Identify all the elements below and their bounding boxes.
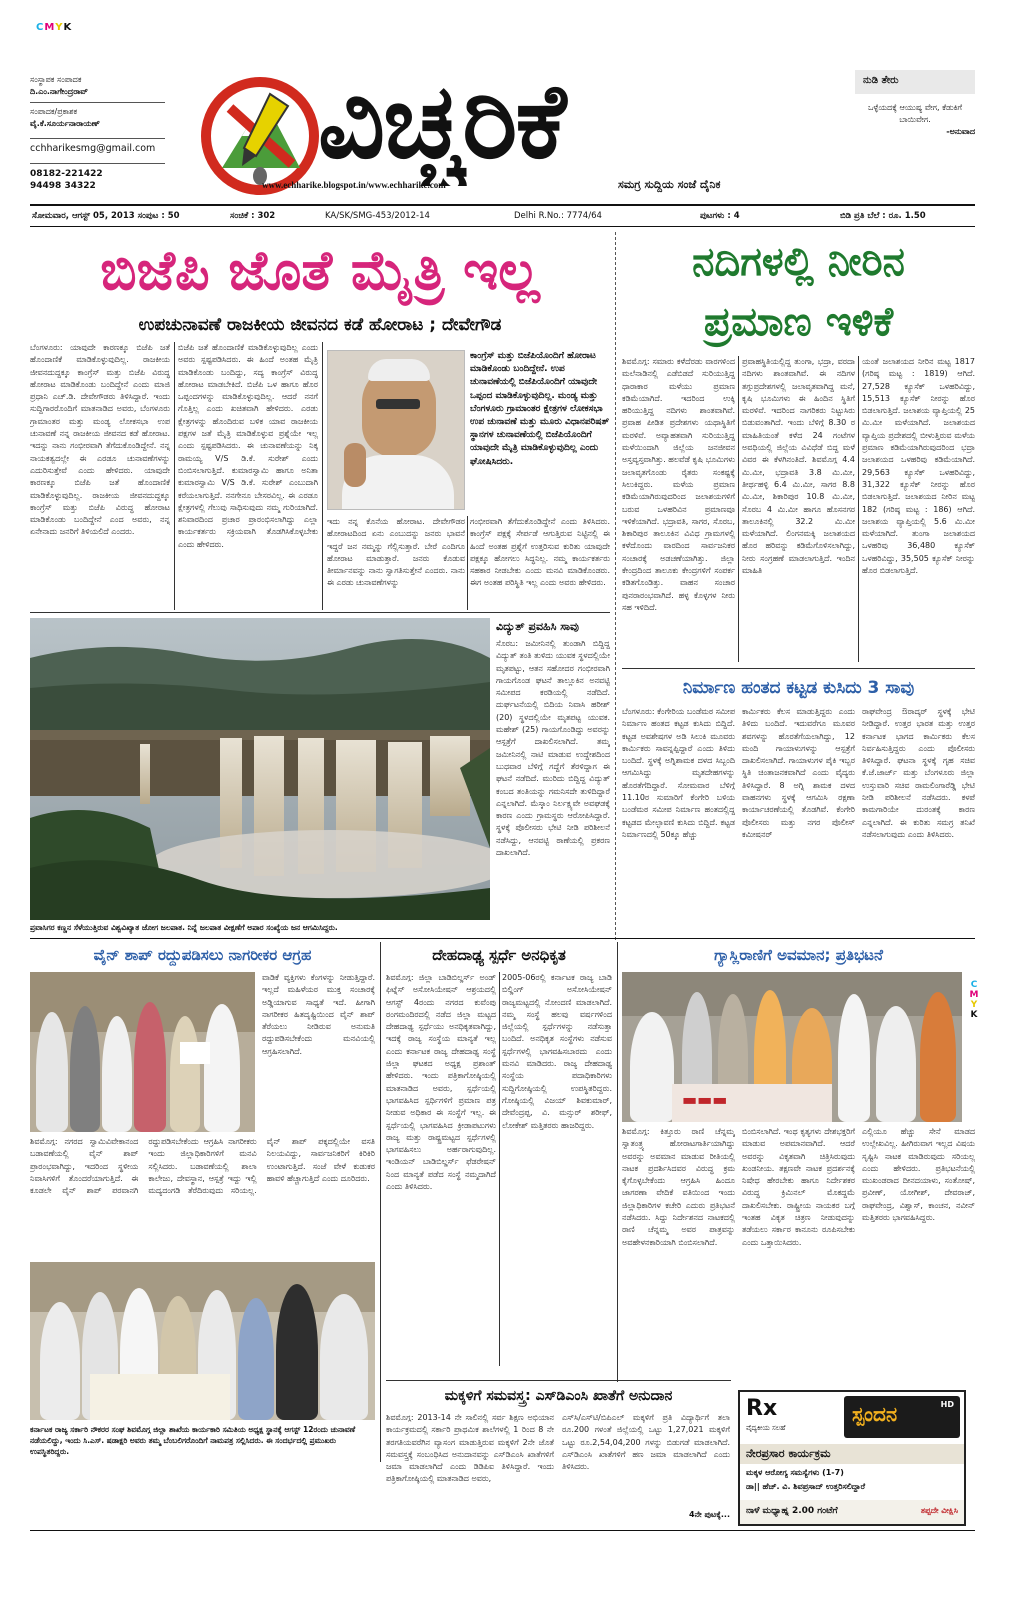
masthead-title: ವಿಚ್ಚರಿಕೆ: [318, 60, 565, 182]
credit-editor-name: ವೈ.ಕೆ.ಸೂರ್ಯನಾರಾಯಣ್: [30, 119, 100, 128]
employees-nomination-caption: ಕರ್ನಾಟಕ ರಾಜ್ಯ ಸರ್ಕಾರಿ ನೌಕರರ ಸಂಘ ಶಿವಮೊಗ್ಗ ಜಿಲ್ಲಾ ಶಾಖೆಯ ಕಾರ್ಯಕಾರಿ ಸಮಿತಿಯ ಅಧ್ಯಕ್ಷ ಸ್ಥಾನಕ್ಕೆ ಆಗಸ್ಟ್ 12ರಂದು ಚುನಾವಣೆ ನಡೆಯಲಿದ್ದು, ಇಂದು ಸಿ.ಎಸ್. ಷಡಾಕ್ಷರಿ ಅವರು ತಮ್ಮ ಬೆಂಬಲಿಗರೊಂದಿಗೆ ನಾಮಪತ್ರ ಸಲ್ಲಿಸಿದರು. ಈ ಸಂದರ್ಭದಲ್ಲಿ ಪ್ರಮುಖರು ಉಪಸ್ಥಿತರಿದ್ದರು.: [30, 1425, 356, 1456]
story1-divider-1: [174, 342, 175, 610]
story2-divider-1: [738, 356, 739, 662]
cmyk-side-m: M: [969, 990, 979, 1000]
lower-divider-2: [617, 942, 618, 1382]
story6-col1: ಶಿವಮೊಗ್ಗ: ಜಿಲ್ಲಾ ಬಾಡಿಬಿಲ್ಡರ್ಸ್ ಅಂಡ್ ಫಿಟ್ನೆಸ್ ಅಸೋಸಿಯೇಷನ್ ಆಶ್ರಯದಲ್ಲಿ ಆಗಸ್ಟ್ 4ರಂದು ನಗರದ ಕುವೆಂಪು ರಂಗಮಂದಿರದಲ್ಲಿ ನಡೆದ ಜಿಲ್ಲಾ ಮಟ್ಟದ ದೇಹದಾಢ್ಯ ಸ್ಪರ್ಧೆಯು ಅನಧಿಕೃತವಾಗಿದ್ದು, ಇದಕ್ಕೆ ರಾಜ್ಯ ಸಂಸ್ಥೆಯ ಮಾನ್ಯತೆ ಇಲ್ಲ ಎಂದು ಕರ್ನಾಟಕ ರಾಜ್ಯ ದೇಹದಾಢ್ಯ ಸಂಸ್ಥೆ ಜಿಲ್ಲಾ ಘಟಕದ ಅಧ್ಯಕ್ಷ ಪ್ರಶಾಂತ್ ಹೇಳಿದರು. ಇಂದು ಪತ್ರಿಕಾಗೋಷ್ಠಿಯಲ್ಲಿ ಮಾತನಾಡಿದ ಅವರು, ಸ್ಪರ್ಧೆಯಲ್ಲಿ ಭಾಗವಹಿಸಿದ ಸ್ಪರ್ಧಿಗಳಿಗೆ ಪ್ರಮಾಣ ಪತ್ರ ನೀಡುವ ಅಧಿಕಾರ ಈ ಸಂಸ್ಥೆಗೆ ಇಲ್ಲ. ಈ ಸ್ಪರ್ಧೆಯಲ್ಲಿ ಭಾಗವಹಿಸಿದ ಕ್ರೀಡಾಪಟುಗಳು ರಾಜ್ಯ ಮತ್ತು ರಾಷ್ಟ್ರಮಟ್ಟದ ಸ್ಪರ್ಧೆಗಳಲ್ಲಿ ಭಾಗವಹಿಸಲು ಅರ್ಹರಾಗುವುದಿಲ್ಲ. ಇಂಡಿಯನ್ ಬಾಡಿಬಿಲ್ಡರ್ಸ್ ಫೆಡರೇಷನ್ ನಿಂದ ಮಾನ್ಯತೆ ಪಡೆದ ಸಂಸ್ಥೆ ನಮ್ಮದಾಗಿದೆ ಎಂದು ತಿಳಿಸಿದರು.: [386, 973, 496, 1192]
nudi-label: ನುಡಿ ತೇರು: [855, 70, 975, 94]
employees-nomination-photo: [30, 1262, 375, 1420]
dateline-bottom-rule: [30, 226, 975, 227]
ad-program-title: ನೇರಪ್ರಸಾರ ಕಾರ್ಯಕ್ರಮ: [740, 1444, 964, 1464]
masthead-credits: [30, 74, 165, 192]
cmyk-k: K: [63, 22, 73, 33]
cmyk-side-k: K: [970, 1010, 978, 1020]
cmyk-mark: [36, 22, 72, 33]
story2-headline-line2: ಪ್ರಮಾಣ ಇಳಿಕೆ: [703, 299, 894, 345]
story6-col2: 2005-06ರಲ್ಲಿ ಕರ್ನಾಟಕ ರಾಜ್ಯ ಬಾಡಿ ಬಿಲ್ಡಿಂಗ್ ಅಸೋಸಿಯೇಷನ್ ರಾಜ್ಯಮಟ್ಟದಲ್ಲಿ ನೋಂದಣಿ ಮಾಡಲಾಗಿದೆ. ನಮ್ಮ ಸಂಸ್ಥೆ ಹಲವು ವರ್ಷಗಳಿಂದ ಜಿಲ್ಲೆಯಲ್ಲಿ ಸ್ಪರ್ಧೆಗಳನ್ನು ನಡೆಸುತ್ತಾ ಬಂದಿದೆ. ಅನಧಿಕೃತ ಸಂಸ್ಥೆಗಳು ನಡೆಸುವ ಸ್ಪರ್ಧೆಗಳಲ್ಲಿ ಭಾಗವಹಿಸಬಾರದು ಎಂದು ಮನವಿ ಮಾಡಿದರು. ರಾಜ್ಯ ದೇಹದಾಢ್ಯ ಸಂಸ್ಥೆಯ ಪದಾಧಿಕಾರಿಗಳು ಸುದ್ದಿಗೋಷ್ಠಿಯಲ್ಲಿ ಉಪಸ್ಥಿತರಿದ್ದರು. ಗೋಷ್ಠಿಯಲ್ಲಿ ವಿಜಯ್ ಶಿವಕುಮಾರ್, ದೇವೆಂದ್ರಪ್ಪ, ವಿ. ಮನ್ಸುರ್ ಶರೀಫ್, ಲೋಕೇಶ್ ಮತ್ತಿತರರು ಹಾಜರಿದ್ದರು.: [502, 973, 612, 1130]
story8-headline: ಮಕ್ಕಳಿಗೆ ಸಮವಸ್ತ್ರ: ಎಸ್‌ಡಿಎಂಸಿ ಖಾತೆಗೆ ಅನುದಾನ: [444, 1388, 673, 1404]
ad-brand: ಸ್ಪಂದನ: [852, 1402, 898, 1426]
masthead-logo: [200, 76, 320, 196]
story1-col2: ಬಿಜೆಪಿ ಜತೆ ಹೊಂದಾಣಿಕೆ ಮಾಡಿಕೊಳ್ಳುವುದಿಲ್ಲ ಎಂದು ಅವರು ಸ್ಪಷ್ಟಪಡಿಸಿದರು. ಈ ಹಿಂದೆ ಅಂತಹ ಮೈತ್ರಿ ಮಾಡಿಕೊಂಡು ಬಂದಿದ್ದು, ಸದ್ಯ ಕಾಂಗ್ರೆಸ್ ವಿರುದ್ಧ ಹೋರಾಟ ಮಾಡಬೇಕಿದೆ. ಬಿಜೆಪಿ ಒಳ ಹಾಗೂ ಹೊರ ಒಪ್ಪಂದಗಳನ್ನು ಮಾಡಿಕೊಳ್ಳುವುದಿಲ್ಲ. ಆದರೆ ನನಗೆ ಗೊತ್ತಿಲ್ಲ ಎಂದು ಖಚಿತವಾಗಿ ಹೇಳಿದರು. ಎರಡು ಕ್ಷೇತ್ರಗಳನ್ನು ಹೊಂದಿರುವ ಬಳಿಕ ಯಾವ ರಾಜಕೀಯ ಪಕ್ಷಗಳ ಜತೆ ಮೈತ್ರಿ ಮಾಡಿಕೊಳ್ಳುವ ಪ್ರಶ್ನೆಯೇ ಇಲ್ಲ ಎಂದು ಸ್ಪಷ್ಟಪಡಿಸಿದರು. ಈ ಚುನಾವಣೆಯನ್ನು ನಿಕ್ಕ ರಾಮಯ್ಯ V/S ಡಿ.ಕೆ. ಸುರೇಶ್ ಎಂದು ಬಿಂಬಿಸಲಾಗುತ್ತಿದೆ. ಕುಮಾರಸ್ವಾಮಿ ಹಾಗೂ ಅನಿತಾ ಕುಮಾರಸ್ವಾಮಿ V/S ಡಿ.ಕೆ. ಸುರೇಶ್ ಎಂಬುದಾಗಿ ಕರೆಯಲಾಗುತ್ತಿದೆ. ನನಗೇನೂ ಬೇಸರವಿಲ್ಲ. ಈ ಎರಡೂ ಕ್ಷೇತ್ರಗಳಲ್ಲಿ ಗೆಲುವು ಸಾಧಿಸುವುದು ನಮ್ಮ ಗುರಿಯಾಗಿದೆ. ಶನಿವಾರದಿಂದ ಪ್ರಚಾರ ಪ್ರಾರಂಭಿಸಲಾಗಿದ್ದು ಎಲ್ಲಾ ಕಾರ್ಯಕರ್ತರು ಸಕ್ರಿಯವಾಗಿ ತೊಡಗಿಸಿಕೊಳ್ಳಬೇಕು ಎಂದು ಹೇಳಿದರು.: [178, 343, 318, 549]
story5-headline: ವೈನ್ ಶಾಪ್ ರದ್ದುಪಡಿಸಲು ನಾಗರೀಕರ ಆಗ್ರಹ: [93, 946, 312, 964]
story8-continued: 4ನೇ ಪುಟಕ್ಕೆ...: [689, 1510, 730, 1519]
story8-top-rule: [386, 1380, 731, 1381]
nudi-quote-author: -ಅನುವಾದ: [946, 127, 975, 136]
cmyk-side-mark: [968, 980, 980, 1020]
contact-phone-1: 08182-221422: [30, 163, 165, 180]
story1-divider-2: [322, 342, 323, 610]
story7-col3: ಎಲ್ಲಿಯೂ ಹೆಚ್ಚು ಸೇನೆ ಮಾಡದ ಉಲ್ಲೇಖವಿಲ್ಲ. ಹೀಗಿರುವಾಗ ಇಲ್ಲದ ವಿಷಯ ಸೃಷ್ಟಿಸಿ ನಾಟಕ ಮಾಡಿರುವುದು ಸರಿಯಲ್ಲ ಎಂದು ಹೇಳಿದರು. ಪ್ರತಿಭಟನೆಯಲ್ಲಿ ಮುಖಂಡರಾದ ದೀನದಯಾಳು, ಸಂತೋಷ್, ಪ್ರವೀಣ್, ಯೋಗೀಶ್, ದೇವರಾಜ್, ರಾಘವೇಂದ್ರ, ವಿಶ್ವಾಸ್, ಕಾಂಚನ, ನವೀನ್ ಮತ್ತಿತರರು ಭಾಗವಹಿಸಿದ್ದರು.: [862, 1127, 975, 1223]
story3-headline: ವಿದ್ಯುತ್ ಪ್ರವಹಿಸಿ ಸಾವು: [496, 620, 579, 633]
story7-headline: ಗ್ಯಾಸ್ಲಿರಾಣಿಗೆ ಅವಮಾನ; ಪ್ರತಿಭಟನೆ: [714, 946, 883, 964]
spandana-ad: [738, 1390, 966, 1526]
story1-col3: ಇದು ನನ್ನ ಕೊನೆಯ ಹೋರಾಟ. ದೇವೇಗೌಡರ ಹೋರಾಟದಿಂದ ಏನು ಎಂಬುದನ್ನು ಜನರು ಭಾವನೆ ಇದ್ದರೆ ಜನ ನಮ್ಮನ್ನು ಗೆಲ್ಲಿಸುತ್ತಾರೆ. ಬೇರೆ ಎಂದಿಗೂ ಹೋರಾಟ ಮಾಡುತ್ತಾರೆ. ಜನರು ಕೊಡುವ ತೀರ್ಮಾನವನ್ನು ನಾನು ಸ್ವಾಗತಿಸುತ್ತೇನೆ ಎಂದರು. ನಾನು ಈ ಎರಡು ಚುನಾವಣೆಗಳನ್ನು: [327, 517, 465, 588]
dateline-pages: ಪುಟಗಳು : 4: [700, 211, 740, 221]
ad-doctor: ಡಾ|| ಹೆಚ್. ವಿ. ಶಿವಪ್ರಸಾದ್ ಉತ್ತರಿಸಲಿದ್ದಾರೆ: [746, 1482, 866, 1491]
contact-email: cchharikesmg@gmail.com: [30, 138, 165, 155]
cmyk-c: C: [36, 22, 45, 33]
dateline-price: ಬಿಡಿ ಪ್ರತಿ ಬೆಲೆ : ರೂ. 1.50: [840, 211, 926, 221]
ad-rx-logo: Rx: [746, 1396, 778, 1421]
story4-col1: ಬೆಂಗಳೂರು: ಕೆಂಗೇರಿಯ ಬಂಡೆಮಠ ಸಮೀಪ ನಿರ್ಮಾಣ ಹಂತದ ಕಟ್ಟಡ ಕುಸಿದು ಬಿದ್ದಿದೆ. ಕಟ್ಟಡ ಅವಶೇಷಗಳ ಅಡಿ ಸಿಲುಕಿ ಮೂವರು ಕಾರ್ಮಿಕರು ಸಾವನ್ನಪ್ಪಿದ್ದಾರೆ ಎಂದು ತಿಳಿದು ಬಂದಿದೆ. ಸ್ಥಳಕ್ಕೆ ಅಗ್ನಿಶಾಮಕ ದಳದ ಸಿಬ್ಬಂದಿ ಆಗಮಿಸಿದ್ದು ಮೃತದೇಹಗಳನ್ನು ಹೊರತೆಗೆದಿದ್ದಾರೆ. ಸೋಮವಾರ ಬೆಳಿಗ್ಗೆ 11.10ರ ಸುಮಾರಿಗೆ ಕೆಂಗೇರಿ ಬಳಿಯ ಬಂಡೆಮಠ ಸಮೀಪ ನಿರ್ಮಾಣ ಹಂತದಲ್ಲಿದ್ದ ಕಟ್ಟಡದ ಮೇಲ್ಛಾವಣಿ ಕುಸಿದು ಬಿದ್ದಿದೆ. ಕಟ್ಟಡ ನಿರ್ಮಾಣದಲ್ಲಿ 50ಕ್ಕೂ ಹೆಚ್ಚು: [622, 707, 735, 839]
mid-page-rule: [30, 938, 975, 939]
cmyk-m: M: [44, 22, 56, 33]
masthead-tagline: ಸಮಗ್ರ ಸುದ್ದಿಯ ಸಂಜೆ ದೈನಿಕ: [618, 178, 721, 191]
story4-headline: ನಿರ್ಮಾಣ ಹಂತದ ಕಟ್ಟಡ ಕುಸಿದು 3 ಸಾವು: [682, 678, 915, 698]
deve-gowda-photo: [327, 350, 465, 510]
dateline-issue: ಸಂಚಿಕೆ : 302: [230, 211, 276, 221]
story8-col2: ಎಸ್‌ಸಿ/ಎಸ್‌ಟಿ/ಬಿಪಿಎಲ್ ಮಕ್ಕಳಿಗೆ ಪ್ರತಿ ವಿದ್ಯಾರ್ಥಿಗೆ ತಲಾ ರೂ.200 ಗಳಂತೆ ಜಿಲ್ಲೆಯಲ್ಲಿ ಒಟ್ಟು 1,27,021 ಮಕ್ಕಳಿಗೆ ಒಟ್ಟು ರೂ.2,54,04,200 ಗಳನ್ನು ಬಿಡುಗಡೆ ಮಾಡಲಾಗಿದೆ. ಎಸ್‌ಡಿಎಂಸಿ ಖಾತೆಗಳಿಗೆ ಹಣ ಜಮಾ ಮಾಡಲಾಗಿದೆ ಎಂದು ತಿಳಿಸಿದರು.: [562, 1413, 730, 1472]
story1-headline: ಬಿಜೆಪಿ ಜೊತೆ ಮೈತ್ರಿ ಇಲ್ಲ: [100, 239, 540, 302]
masthead-website: www.echharike.blogspot.in/www.echharike.com: [262, 180, 446, 190]
cmyk-side-c: C: [970, 980, 978, 990]
story4-col3: ರಾಘವೇಂದ್ರ ಔರಾದ್ಕರ್ ಸ್ಥಳಕ್ಕೆ ಭೇಟಿ ನೀಡಿದ್ದಾರೆ. ಉತ್ತರ ಭಾರತ ಮತ್ತು ಉತ್ತರ ಕರ್ನಾಟಕ ಭಾಗದ ಕಾರ್ಮಿಕರು ಕೆಲಸ ನಿರ್ವಹಿಸುತ್ತಿದ್ದರು ಎಂದು ಪೊಲೀಸರು ತಿಳಿಸಿದ್ದಾರೆ. ಘಟನಾ ಸ್ಥಳಕ್ಕೆ ಗೃಹ ಸಚಿವ ಕೆ.ಜೆ.ಜಾರ್ಜ್ ಮತ್ತು ಬೆಂಗಳೂರು ಜಿಲ್ಲಾ ಉಸ್ತುವಾರಿ ಸಚಿವ ರಾಮಲಿಂಗಾರೆಡ್ಡಿ ಭೇಟಿ ನೀಡಿ ಪರಿಶೀಲನೆ ನಡೆಸಿದರು. ಕಳಪೆ ಕಾಮಗಾರಿಯೇ ದುರಂತಕ್ಕೆ ಕಾರಣ ಎನ್ನಲಾಗಿದೆ. ಈ ಕುರಿತು ಸಮಗ್ರ ತನಿಖೆ ನಡೆಸಲಾಗುವುದು ಎಂದು ತಿಳಿಸಿದರು.: [862, 707, 975, 839]
story7-col1: ಶಿವಮೊಗ್ಗ: ಕಿತ್ತೂರು ರಾಣಿ ಚೆನ್ನಮ್ಮ ಸ್ವಾತಂತ್ರ್ಯ ಹೋರಾಟಗಾರ್ತಿಯಾಗಿದ್ದು ಅವರನ್ನು ಅವಮಾನ ಮಾಡುವ ರೀತಿಯಲ್ಲಿ ನಾಟಕ ಪ್ರದರ್ಶಿಸಿದವರ ವಿರುದ್ಧ ಕ್ರಮ ಕೈಗೊಳ್ಳಬೇಕೆಂದು ಆಗ್ರಹಿಸಿ ಹಿಂದೂ ಜಾಗರಣಾ ವೇದಿಕೆ ವತಿಯಿಂದ ಇಂದು ಜಿಲ್ಲಾಧಿಕಾರಿಗಳ ಕಚೇರಿ ಎದುರು ಪ್ರತಿಭಟನೆ ನಡೆಸಿದರು. ಸಿದ್ದು ನಿರ್ದೇಶನದ ನಾಟಕದಲ್ಲಿ ರಾಣಿ ಚೆನ್ನಮ್ಮ ಅವರ ಪಾತ್ರವನ್ನು ಅವಹೇಳನಕಾರಿಯಾಗಿ ಬಿಂಬಿಸಲಾಗಿದೆ.: [622, 1127, 735, 1247]
jog-falls-photo: [30, 618, 490, 920]
ad-time: ನಾಳೆ ಮಧ್ಯಾಹ್ನ 2.00 ಗಂಟೆಗೆ: [746, 1506, 838, 1516]
protest-photo: ▬▬▬: [622, 972, 962, 1122]
story5-body: ಶಿವಮೊಗ್ಗ: ನಗರದ ಸ್ವಾಮಿವಿವೇಕಾನಂದ ಬಡಾವಣೆಯಲ್ಲಿ ವೈನ್ ಶಾಪ್ ಪ್ರಾರಂಭವಾಗಿದ್ದು, ಇದರಿಂದ ಸ್ಥಳೀಯ ನಿವಾಸಿಗಳಿಗೆ ತೊಂದರೆಯಾಗುತ್ತಿದೆ. ಈ ಕೂಡಲೇ ವೈನ್ ಶಾಪ್ ಪರವಾನಗಿ ರದ್ದುಪಡಿಸಬೇಕೆಂದು ಆಗ್ರಹಿಸಿ ನಾಗರೀಕರು ಇಂದು ಜಿಲ್ಲಾಧಿಕಾರಿಗಳಿಗೆ ಮನವಿ ಸಲ್ಲಿಸಿದರು. ಬಡಾವಣೆಯಲ್ಲಿ ಶಾಲಾ ಕಾಲೇಜು, ದೇವಸ್ಥಾನ, ಆಸ್ಪತ್ರೆ ಇದ್ದು ಇಲ್ಲಿ ಮದ್ಯದಂಗಡಿ ತೆರೆದಿರುವುದು ಸರಿಯಲ್ಲ. ವೈನ್ ಶಾಪ್ ಪಕ್ಕದಲ್ಲಿಯೇ ವಸತಿ ನಿಲಯವಿದ್ದು, ಸಾರ್ವಜನಿಕರಿಗೆ ಕಿರಿಕಿರಿ ಉಂಟಾಗುತ್ತಿದೆ. ಸಂಜೆ ವೇಳೆ ಕುಡುಕರ ಹಾವಳಿ ಹೆಚ್ಚಾಗುತ್ತಿದೆ ಎಂದು ದೂರಿದರು.: [30, 1137, 375, 1196]
story6-divider: [499, 972, 500, 1366]
ad-tagline: ತಪ್ಪದೇ ವೀಕ್ಷಿಸಿ: [920, 1506, 958, 1515]
story2-bottom-rule: [622, 668, 975, 669]
story1-subhead: ಉಪಚುನಾವಣೆ ರಾಜಕೀಯ ಜೀವನದ ಕಡೆ ಹೋರಾಟ ; ದೇವೇಗೌಡ: [138, 315, 502, 335]
waterfall-image-icon: [30, 618, 490, 920]
story2-col1: ಶಿವಮೊಗ್ಗ: ಸಮಾರು ಕಳೆದೆರಡು ವಾರಗಳಿಂದ ಮಲೆನಾಡಿನಲ್ಲಿ ಎಡೆಬಿಡದೆ ಸುರಿಯುತ್ತಿದ್ದ ಧಾರಾಕಾರ ಮಳೆಯು ಪ್ರಮಾಣ ಕಡಿಮೆಯಾಗಿದೆ. ಇದರಿಂದ ಉಕ್ಕಿ ಹರಿಯುತ್ತಿದ್ದ ನದಿಗಳು ಶಾಂತವಾಗಿವೆ. ಪ್ರವಾಹ ಪೀಡಿತ ಪ್ರದೇಶಗಳು ಯಥಾಸ್ಥಿತಿಗೆ ಮರಳಿವೆ. ಅವ್ಯಾಹತವಾಗಿ ಸುರಿಯುತ್ತಿದ್ದ ಮಳೆಯಿಂದಾಗಿ ಜಿಲ್ಲೆಯ ಜನಜೀವನ ಅಸ್ತವ್ಯಸ್ತವಾಗಿತ್ತು. ಹಲವೆಡೆ ಕೃಷಿ ಭೂಮಿಗಳು ಜಲಾವೃತಗೊಂಡು ರೈತರು ಸಂಕಷ್ಟಕ್ಕೆ ಸಿಲುಕಿದ್ದರು. ಮಳೆಯ ಪ್ರಮಾಣ ಕಡಿಮೆಯಾಗಿರುವುದರಿಂದ ಜಲಾಶಯಗಳಿಗೆ ಬರುವ ಒಳಹರಿವಿನ ಪ್ರಮಾಣವೂ ಇಳಿಕೆಯಾಗಿದೆ. ಭದ್ರಾವತಿ, ಸಾಗರ, ಸೊರಬ, ಶಿಕಾರಿಪುರ ತಾಲೂಕಿನ ವಿವಿಧ ಗ್ರಾಮಗಳಲ್ಲಿ ಕಳೆದೊಂದು ವಾರದಿಂದ ಸಾರ್ವಜನಿಕರ ಸಂಚಾರಕ್ಕೆ ಅಡಚಣೆಯಾಗಿತ್ತು. ಜಿಲ್ಲಾ ಕೇಂದ್ರದಿಂದ ತಾಲೂಕು ಕೇಂದ್ರಗಳಿಗೆ ಸಂಪರ್ಕ ಕಡಿತಗೊಂಡಿತ್ತು. ವಾಹನ ಸಂಚಾರ ಪುನರಾರಂಭವಾಗಿದೆ. ಹಳ್ಳ ಕೊಳ್ಳಗಳ ನೀರು ಸಹ ಇಳಿದಿದೆ.: [622, 357, 735, 612]
story1-col4: ಗಂಭೀರವಾಗಿ ತೆಗೆದುಕೊಂಡಿದ್ದೇನೆ ಎಂದು ತಿಳಿಸಿದರು. ಕಾಂಗ್ರೆಸ್ ಪಕ್ಷಕ್ಕೆ ಸೇರ್ಪಡೆ ಆಗುತ್ತಿರುವ ನಿಟ್ಟಿನಲ್ಲಿ ಈ ಹಿಂದೆ ಅಂತಹ ಪ್ರಶ್ನೆಗೆ ಉತ್ತರಿಸುವ ಕುರಿತು ಯಾವುದೇ ಪಕ್ಷಕ್ಕೂ ಹೋಗಲು ಸಿದ್ಧನಿಲ್ಲ. ನಮ್ಮ ಕಾರ್ಯಕರ್ತರು ಸಹಕಾರ ನೀಡಬೇಕು ಎಂದು ಮನವಿ ಮಾಡಿಕೊಂಡರು. ಈಗ ಅಂತಹ ಪರಿಸ್ಥಿತಿ ಇಲ್ಲ ಎಂದು ಅವರು ಹೇಳಿದರು.: [470, 517, 610, 588]
dateline: [30, 208, 975, 224]
story5-side: ವಾಡಿಕೆ ವ್ಯಕ್ತಿಗಳು ಕೆಂಗಳನ್ನು ನೀಡುತ್ತಿದ್ದಾರೆ. ಇಲ್ಲದೆ ಮಹಿಳೆಯರ ಮುಕ್ತ ಸಂಚಾರಕ್ಕೆ ಅಡ್ಡಿಯಾಗುವ ಸಾಧ್ಯತೆ ಇದೆ. ಹೀಗಾಗಿ ನಾಗರೀಕರ ಹಿತದೃಷ್ಟಿಯಿಂದ ವೈನ್ ಶಾಪ್ ತೆರೆಯಲು ನೀಡಿರುವ ಅನುಮತಿ ರದ್ದುಪಡಿಸಬೇಕೆಂದು ಮನವಿಯಲ್ಲಿ ಆಗ್ರಹಿಸಲಾಗಿದೆ.: [262, 973, 375, 1056]
dateline-reg: KA/SK/SMG-453/2012-14: [325, 211, 430, 221]
wine-shop-protest-photo: [30, 972, 255, 1132]
nudi-quote-text: ಒಳ್ಳೆಯದಕ್ಕೆ ಆಯುಷ್ಯ ವೇಗ, ಕೆಡುಕಿಗೆ ಬಾಯಿವೇಗ.: [867, 103, 963, 124]
dateline-date: ಸೋಮವಾರ, ಆಗಸ್ಟ್ 05, 2013 ಸಂಪುಟ : 50: [32, 211, 180, 221]
logo-emblem-icon: [200, 76, 320, 196]
cmyk-y: Y: [55, 22, 64, 33]
story1-divider-3: [467, 516, 468, 610]
ad-hd-badge: HD: [940, 1400, 954, 1409]
story3-body: ಸೊರಬ: ಜಮೀನಿನಲ್ಲಿ ತುಂಡಾಗಿ ಬಿದ್ದಿದ್ದ ವಿದ್ಯುತ್ ತಂತಿ ತುಳಿದು ಯುವಕ ಸ್ಥಳದಲ್ಲಿಯೇ ಮೃತಪಟ್ಟು, ಆತನ ಸಹೋದರ ಗಂಭೀರವಾಗಿ ಗಾಯಗೊಂಡ ಘಟನೆ ತಾಲ್ಲೂಕಿನ ಅನವಟ್ಟಿ ಸಮೀಪದ ಕರಡಿಯಲ್ಲಿ ನಡೆದಿದೆ. ದುರ್ಘಟನೆಯಲ್ಲಿ ಬಿದಿಯ ನಿವಾಸಿ ಹರೀಶ್ (20) ಸ್ಥಳದಲ್ಲಿಯೇ ಮೃತಪಟ್ಟ ಯುವಕ. ಮಹೇಶ್ (25) ಗಾಯಗೊಂಡಿದ್ದು ಅವರನ್ನು ಆಸ್ಪತ್ರೆಗೆ ದಾಖಲಿಸಲಾಗಿದೆ. ತಮ್ಮ ಜಮೀನಿನಲ್ಲಿ ನಾಟಿ ಮಾಡುವ ಉದ್ದೇಶದಿಂದ ಬುಧವಾರ ಬೆಳಿಗ್ಗೆ ಗದ್ದೆಗೆ ತೆರಳಿದ್ದಾಗ ಈ ಘಟನೆ ನಡೆದಿದೆ. ಮುರಿದು ಬಿದ್ದಿದ್ದ ವಿದ್ಯುತ್ ಕಂಬದ ತಂತಿಯನ್ನು ಗಮನಿಸದೇ ತುಳಿದಿದ್ದಾರೆ ಎನ್ನಲಾಗಿದೆ. ಮೆಸ್ಕಾಂ ನಿರ್ಲಕ್ಷ್ಯವೇ ಅವಘಡಕ್ಕೆ ಕಾರಣ ಎಂದು ಗ್ರಾಮಸ್ಥರು ಆರೋಪಿಸಿದ್ದಾರೆ. ಸ್ಥಳಕ್ಕೆ ಪೊಲೀಸರು ಭೇಟಿ ನೀಡಿ ಪರಿಶೀಲನೆ ನಡೆಸಿದ್ದು, ಆನವಟ್ಟಿ ಠಾಣೆಯಲ್ಲಿ ಪ್ರಕರಣ ದಾಖಲಾಗಿದೆ.: [496, 639, 610, 858]
story2-headline-line1: ನದಿಗಳಲ್ಲಿ ನೀರಿನ: [692, 239, 905, 285]
story1-col1: ಬೆಂಗಳೂರು: ಯಾವುದೇ ಕಾರಣಕ್ಕೂ ಬಿಜೆಪಿ ಜತೆ ಹೊಂದಾಣಿಕೆ ಮಾಡಿಕೊಳ್ಳುವುದಿಲ್ಲ. ರಾಜಕೀಯ ಜೀವನದುದ್ದಕ್ಕೂ ಕಾಂಗ್ರೆಸ್ ಮತ್ತು ಬಿಜೆಪಿ ವಿರುದ್ಧ ಹೋರಾಟ ಮಾಡಿಕೊಂಡು ಬಂದಿದ್ದೇನೆ ಎಂದು ಮಾಜಿ ಪ್ರಧಾನಿ ಎಚ್.ಡಿ. ದೇವೇಗೌಡರು ತಿಳಿಸಿದ್ದಾರೆ. ಇಂದು ಸುದ್ದಿಗಾರರೊಂದಿಗೆ ಮಾತನಾಡಿದ ಅವರು, ಬೆಂಗಳೂರು ಗ್ರಾಮಾಂತರ ಮತ್ತು ಮಂಡ್ಯ ಲೋಕಸಭಾ ಉಪ ಚುನಾವಣೆ ನನ್ನ ರಾಜಕೀಯ ಜೀವನದ ಕಡೆ ಹೋರಾಟ. ಇದನ್ನು ನಾನು ಗಂಭೀರವಾಗಿ ತೆಗೆದುಕೊಂಡಿದ್ದೇನೆ. ನನ್ನ ನಾಯಕತ್ವದಲ್ಲೇ ಈ ಎರಡೂ ಚುನಾವಣೆಗಳನ್ನು ಎದುರಿಸುತ್ತೇವೆ ಎಂದು ಹೇಳಿದರು. ಯಾವುದೇ ಕಾರಣಕ್ಕೂ ಬಿಜೆಪಿ ಜತೆ ಹೊಂದಾಣಿಕೆ ಮಾಡಿಕೊಳ್ಳುವುದಿಲ್ಲ. ರಾಜಕೀಯ ಜೀವನದುದ್ದಕ್ಕೂ ಕಾಂಗ್ರೆಸ್ ಮತ್ತು ಬಿಜೆಪಿ ವಿರುದ್ಧ ಹೋರಾಟ ಮಾಡಿಕೊಂಡು ಬಂದಿದ್ದೇನೆ ಎಂದ ಅವರು, ನನ್ನ ಏನೇನಾದು ಜನರಿಗೆ ತಿಳಿಯಲಿದೆ ಎಂದರು.: [30, 343, 170, 537]
jog-falls-caption: ಪ್ರವಾಸಿಗರ ಕಣ್ಣನ ಸೆಳೆಯುತ್ತಿರುವ ವಿಶ್ವವಿಖ್ಯಾತ ಜೋಗ ಜಲಪಾತ. ನಿನ್ನೆ ಜಲಪಾತ ವೀಕ್ಷಣೆಗೆ ಅಪಾರ ಸಂಖ್ಯೆಯ ಜನ ಆಗಮಿಸಿದ್ದರು.: [30, 923, 338, 932]
credit-founder-name: ದಿ.ಎಂ.ನಾಗೇಂದ್ರರಾವ್: [30, 87, 88, 96]
credit-editor-label: ಸಂಪಾದಕ/ಪ್ರಕಾಶಕ: [30, 102, 165, 118]
dateline-rni: Delhi R.No.: 7774/64: [514, 211, 602, 221]
story2-col2: ಪ್ರವಾಹಸ್ಥಿತಿಯಲ್ಲಿದ್ದ ತುಂಗಾ, ಭದ್ರಾ, ವರದಾ ನದಿಗಳು ಶಾಂತವಾಗಿವೆ. ಈ ನದಿಗಳ ತಗ್ಗುಪ್ರದೇಶಗಳಲ್ಲಿ ಜಲಾವೃತವಾಗಿದ್ದ ಮನೆ, ಕೃಷಿ ಭೂಮಿಗಳು ಈ ಹಿಂದಿನ ಸ್ಥಿತಿಗೆ ಮರಳಿವೆ. ಇದರಿಂದ ನಾಗರಿಕರು ನಿಟ್ಟುಸಿರು ಬಿಡುವಂತಾಗಿದೆ. ಇಂದು ಬೆಳಿಗ್ಗೆ 8.30 ರ ಮಾಹಿತಿಯಂತೆ ಕಳೆದ 24 ಗಂಟೆಗಳ ಅವಧಿಯಲ್ಲಿ ಜಿಲ್ಲೆಯ ವಿವಿಧೆಡೆ ಬಿದ್ದ ಮಳೆ ವಿವರ ಈ ಕೆಳಗಿನಂತಿದೆ. ಶಿವಮೊಗ್ಗ 4.4 ಮಿ.ಮೀ, ಭದ್ರಾವತಿ 3.8 ಮಿ.ಮೀ, ತೀರ್ಥಹಳ್ಳಿ 6.4 ಮಿ.ಮೀ, ಸಾಗರ 8.8 ಮಿ.ಮೀ, ಶಿಕಾರಿಪುರ 10.8 ಮಿ.ಮೀ, ಸೊರಬ 4 ಮಿ.ಮೀ ಹಾಗೂ ಹೊಸನಗರ ತಾಲೂಕಿನಲ್ಲಿ 32.2 ಮಿ.ಮೀ ಮಳೆಯಾಗಿದೆ. ಲಿಂಗನಮಕ್ಕಿ ಜಲಾಶಯದ ಹೊರ ಹರಿವನ್ನು ಕಡಿಮೆಗೊಳಿಸಲಾಗಿದ್ದು, ನೀರು ಸಂಗ್ರಹಣೆ ಮಾಡಲಾಗುತ್ತಿದೆ. ಇಂದಿನ ಮಾಹಿತಿ: [742, 357, 855, 576]
story7-col2: ಬಿಂಬಿಸಲಾಗಿದೆ. ಇಂಥ ಕೃತ್ಯಗಳು ದೇಶಭಕ್ತರಿಗೆ ಮಾಡುವ ಅಪಮಾನವಾಗಿದೆ. ಆದರೆ ಅವರನ್ನು ವಿಕೃತವಾಗಿ ಚಿತ್ರಿಸಿರುವುದು ಖಂಡನೀಯ. ತಕ್ಷಣವೇ ನಾಟಕ ಪ್ರದರ್ಶನಕ್ಕೆ ನಿಷೇಧ ಹೇರಬೇಕು ಹಾಗೂ ನಿರ್ದೇಶಕರ ವಿರುದ್ಧ ಕ್ರಿಮಿನಲ್ ಮೊಕದ್ದಮೆ ದಾಖಲಿಸಬೇಕು. ರಾಷ್ಟ್ರೀಯ ನಾಯಕರ ಬಗ್ಗೆ ಇಂತಹ ವಿಕೃತ ಚಿತ್ರಣ ನೀಡುವುದನ್ನು ತಡೆಯಲು ಸರ್ಕಾರ ಕಾನೂನು ರೂಪಿಸಬೇಕು ಎಂದು ಒತ್ತಾಯಿಸಿದರು.: [742, 1127, 855, 1247]
story2-divider-2: [858, 356, 859, 662]
nudi-quote: [855, 102, 975, 138]
story2-col3: ಯಂತೆ ಜಲಾಶಯದ ನೀರಿನ ಮಟ್ಟ 1817 (ಗರಿಷ್ಠ ಮಟ್ಟ : 1819) ಆಗಿದೆ. 27,528 ಕ್ಯೂಸೆಕ್ ಒಳಹರಿವಿದ್ದು, 15,513 ಕ್ಯೂಸೆಕ್ ನೀರನ್ನು ಹೊರ ಬಿಡಲಾಗುತ್ತಿದೆ. ಜಲಾಶಯ ವ್ಯಾಪ್ತಿಯಲ್ಲಿ 25 ಮಿ.ಮೀ ಮಳೆಯಾಗಿದೆ. ಜಲಾಶಯದ ವ್ಯಾಪ್ತಿಯ ಪ್ರದೇಶದಲ್ಲಿ ಬೀಳುತ್ತಿರುವ ಮಳೆಯ ಪ್ರಮಾಣ ಕಡಿಮೆಯಾಗಿರುವುದರಿಂದ ಭದ್ರಾ ಜಲಾಶಯದ ಒಳಹರಿವು ಕಡಿಮೆಯಾಗಿದೆ. 29,563 ಕ್ಯೂಸೆಕ್ ಒಳಹರಿವಿದ್ದು, 31,322 ಕ್ಯೂಸೆಕ್ ನೀರನ್ನು ಹೊರ ಬಿಡಲಾಗುತ್ತಿದೆ. ಜಲಾಶಯದ ನೀರಿನ ಮಟ್ಟ 182 (ಗರಿಷ್ಠ ಮಟ್ಟ : 186) ಆಗಿದೆ. ಜಲಾಶಯ ವ್ಯಾಪ್ತಿಯಲ್ಲಿ 5.6 ಮಿ.ಮೀ ಮಳೆಯಾಗಿದೆ. ತುಂಗಾ ಜಲಾಶಯದ ಒಳಹರಿವು 36,480 ಕ್ಯೂಸೆಕ್ ಒಳಹರಿವಿದ್ದು, 35,505 ಕ್ಯೂಸೆಕ್ ನೀರನ್ನು ಹೊರ ಬಿಡಲಾಗುತ್ತಿದೆ.: [862, 357, 975, 576]
story8-col1: ಶಿವಮೊಗ್ಗ: 2013-14 ನೇ ಸಾಲಿನಲ್ಲಿ ಸರ್ವ ಶಿಕ್ಷಣ ಅಭಿಯಾನ ಕಾರ್ಯಕ್ರಮದಲ್ಲಿ ಸರ್ಕಾರಿ ಪ್ರಾಥಮಿಕ ಶಾಲೆಗಳಲ್ಲಿ 1 ರಿಂದ 8 ನೇ ತರಗತಿಯವರೆಗಿನ ವ್ಯಾಸಂಗ ಮಾಡುತ್ತಿರುವ ಮಕ್ಕಳಿಗೆ 2ನೇ ಜೊತೆ ಸಮವಸ್ತ್ರಕ್ಕೆ ಸಂಬಂಧಿಸಿದ ಅನುದಾನವನ್ನು ಎಸ್‌ಡಿಎಂಸಿ ಖಾತೆಗಳಿಗೆ ಜಮಾ ಮಾಡಲಾಗಿದೆ ಎಂದು ಡಿಡಿಪಿಐ ತಿಳಿಸಿದ್ದಾರೆ. ಇಂದು ಪತ್ರಿಕಾಗೋಷ್ಠಿಯಲ್ಲಿ ಮಾತನಾಡಿದ ಅವರು,: [386, 1413, 554, 1484]
lower-divider-1: [380, 942, 381, 1462]
page-bottom-rule: [30, 1530, 975, 1531]
cmyk-side-y: Y: [970, 1000, 978, 1010]
credit-founder-label: ಸಂಸ್ಥಾಪಕ ಸಂಪಾದಕ: [30, 75, 82, 84]
ad-rx-sub: ವೈದ್ಯಕೀಯ ಸಲಹೆ: [746, 1424, 786, 1432]
page-column-divider: [615, 232, 616, 940]
contact-phone-2: 94498 34322: [30, 181, 96, 191]
story6-headline: ದೇಹದಾಢ್ಯ ಸ್ಪರ್ಧೆ ಅನಧಿಕೃತ: [432, 946, 566, 964]
dateline-top-rule: [30, 204, 975, 206]
story1-bottom-rule: [30, 612, 610, 613]
story1-pull-quote: ಕಾಂಗ್ರೆಸ್ ಮತ್ತು ಬಿಜೆಪಿಯೊಂದಿಗೆ ಹೋರಾಟ ಮಾಡಿಕೊಂಡು ಬಂದಿದ್ದೇನೆ. ಉಪ ಚುನಾವಣೆಯಲ್ಲಿ ಬಿಜೆಪಿಯೊಂದಿಗೆ ಯಾವುದೇ ಒಪ್ಪಂದ ಮಾಡಿಕೊಳ್ಳುವುದಿಲ್ಲ. ಮಂಡ್ಯ ಮತ್ತು ಬೆಂಗಳೂರು ಗ್ರಾಮಾಂತರ ಕ್ಷೇತ್ರಗಳ ಲೋಕಸಭಾ ಉಪ ಚುನಾವಣೆ ಮತ್ತು ಮೂರು ವಿಧಾನಪರಿಷತ್ ಸ್ಥಾನಗಳ ಚುನಾವಣೆಯಲ್ಲಿ ಬಿಜೆಪಿಯೊಂದಿಗೆ ಯಾವುದೇ ಮೈತ್ರಿ ಮಾಡಿಕೊಳ್ಳುವುದಿಲ್ಲ ಎಂದು ಘೋಷಿಸಿದರು.: [470, 351, 610, 467]
ad-topic: ಮಕ್ಕಳ ಆರೋಗ್ಯ ಸಮಸ್ಯೆಗಳು (1-7): [746, 1468, 844, 1477]
story4-col2: ಕಾರ್ಮಿಕರು ಕೆಲಸ ಮಾಡುತ್ತಿದ್ದರು ಎಂದು ತಿಳಿದು ಬಂದಿದೆ. ಇದುವರೆಗೂ ಮೂವರ ಶವಗಳನ್ನು ಹೊರತೆಗೆಯಲಾಗಿದ್ದು, 12 ಮಂದಿ ಗಾಯಾಳುಗಳನ್ನು ಆಸ್ಪತ್ರೆಗೆ ದಾಖಲಿಸಲಾಗಿದೆ. ಗಾಯಾಳುಗಳ ಪೈಕಿ ಇಬ್ಬರ ಸ್ಥಿತಿ ಚಿಂತಾಜನಕವಾಗಿದೆ ಎಂದು ವೈದ್ಯರು ತಿಳಿಸಿದ್ದಾರೆ. 8 ಅಗ್ನಿ ಶಾಮಕ ದಳದ ವಾಹನಗಳು ಸ್ಥಳಕ್ಕೆ ಆಗಮಿಸಿ ರಕ್ಷಣಾ ಕಾರ್ಯಾಚರಣೆಯಲ್ಲಿ ತೊಡಗಿವೆ. ಕೆಂಗೇರಿ ಪೊಲೀಸರು ಮತ್ತು ನಗರ ಪೊಲೀಸ್ ಕಮೀಷನರ್: [742, 707, 855, 839]
